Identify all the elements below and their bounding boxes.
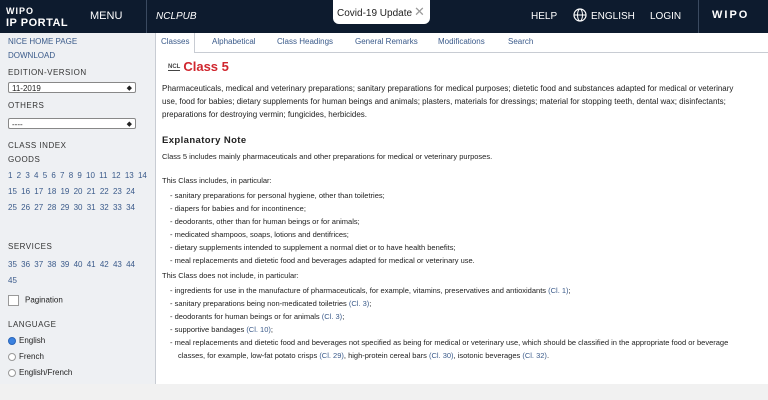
- tab-bar: [155, 33, 768, 53]
- others-select[interactable]: [8, 118, 136, 129]
- lang-radio-english-french[interactable]: [8, 368, 72, 377]
- wipo-ip-portal-logo[interactable]: [6, 6, 76, 28]
- radio-label: English/French: [19, 368, 73, 377]
- goods-class-links[interactable]: 1 2 3 4 5 6 7 8 9 10 11 12 13 14 15 16 17 18 19 20 21 22 23 24 25 26 27 28 29 30 31 32 33 34: [8, 171, 147, 212]
- class-ref-link[interactable]: (Cl. 3): [348, 299, 370, 308]
- lang-radio-french[interactable]: [8, 352, 44, 361]
- services-label: SERVICES: [8, 242, 53, 251]
- list-item: - meal replacements and dietetic food and beverages adapted for medical or veterinary use.: [170, 254, 745, 267]
- download-link[interactable]: DOWNLOAD: [8, 51, 56, 60]
- tab-classes[interactable]: Classes: [155, 33, 195, 53]
- item-text: deodorants for human beings or for animals: [174, 312, 322, 321]
- class-index-label: CLASS INDEX: [8, 141, 67, 150]
- wipo-brand-logo[interactable]: WIPO: [712, 9, 750, 21]
- language-label: LANGUAGE: [8, 320, 57, 329]
- item-tail: ;: [568, 286, 571, 295]
- item-text: .: [546, 351, 550, 360]
- edition-select[interactable]: [8, 82, 136, 93]
- includes-list: [170, 189, 745, 267]
- list-item: - diapers for babies and for incontinence;: [170, 202, 745, 215]
- tab-alphabetical[interactable]: Alphabetical: [212, 37, 256, 46]
- class-ref-link[interactable]: (Cl. 3): [321, 312, 343, 321]
- others-value: ----: [12, 120, 23, 129]
- explanatory-note-title: Explanatory Note: [162, 135, 247, 146]
- services-class-links[interactable]: 35 36 37 38 39 40 41 42 43 44 45: [8, 260, 135, 285]
- radio-icon[interactable]: [8, 369, 16, 377]
- select-arrows-icon: ◆: [126, 121, 132, 128]
- help-link[interactable]: HELP: [531, 11, 558, 22]
- radio-selected-icon[interactable]: [8, 337, 16, 345]
- edition-label: EDITION-VERSION: [8, 68, 87, 77]
- list-item: [170, 336, 745, 362]
- item-text: meal replacements and dietetic food and beverages not specified as being for medical or veterinary use, which should be classified in the appropriate food or beverage classes, for example, low-fat potato crisps: [174, 338, 729, 360]
- divider: [698, 0, 699, 33]
- radio-label: English: [19, 336, 46, 345]
- close-icon[interactable]: ✕: [414, 4, 425, 19]
- item-text: ingredients for use in the manufacture of pharmaceuticals, for example, vitamins, preservatives and antioxidants: [174, 286, 549, 295]
- list-item: [170, 297, 745, 310]
- class-title: [168, 59, 229, 74]
- includes-header: This Class includes, in particular:: [162, 176, 272, 185]
- login-link[interactable]: LOGIN: [650, 11, 682, 22]
- language-selector[interactable]: ENGLISH: [591, 11, 635, 22]
- class-ref-link[interactable]: (Cl. 1): [548, 286, 569, 295]
- edition-value: 11-2019: [12, 84, 41, 93]
- tab-general-remarks[interactable]: General Remarks: [355, 37, 418, 46]
- excludes-list: [170, 284, 745, 362]
- tab-search[interactable]: Search: [508, 37, 534, 46]
- sidebar: [0, 33, 156, 384]
- list-item: - sanitary preparations for personal hygiene, other than toiletries;: [170, 189, 745, 202]
- class-ref-link[interactable]: (Cl. 32): [522, 351, 547, 360]
- covid-update-banner[interactable]: [333, 0, 430, 24]
- others-label: OTHERS: [8, 101, 45, 110]
- covid-label: Covid-19 Update: [337, 8, 413, 19]
- app-title: NCLPUB: [156, 11, 197, 22]
- ncl-icon: NCL: [168, 64, 181, 71]
- list-item: - dietary supplements intended to supplement a normal diet or to have health benefits;: [170, 241, 745, 254]
- top-bar: [0, 0, 768, 33]
- logo-ip-portal: IP PORTAL: [6, 17, 69, 29]
- class-ref-link[interactable]: (Cl. 30): [428, 351, 454, 360]
- menu-button[interactable]: MENU: [90, 10, 123, 22]
- tab-modifications[interactable]: Modifications: [438, 37, 485, 46]
- page-footer-band: [0, 384, 768, 400]
- item-text: sanitary preparations being non-medicated toiletries: [174, 299, 349, 308]
- excludes-header: This Class does not include, in particular:: [162, 271, 299, 280]
- list-item: [170, 323, 745, 336]
- item-text: , high-protein cereal bars: [343, 351, 429, 360]
- item-text: supportive bandages: [174, 325, 247, 334]
- class-heading-text: Pharmaceuticals, medical and veterinary preparations; sanitary preparations for medical purposes; dietetic food and substances adapted for medical or veterinary use, food for babies; dietary supplements for human beings and animals; plasters, materials for dressings; material for stopping teeth, dental wax; disinfectants; preparations for destroying vermin; fungicides, herbicides.: [162, 84, 734, 119]
- logo-wipo: WIPO: [6, 6, 34, 16]
- list-item: [170, 284, 745, 297]
- class-title-text: Class 5: [183, 59, 229, 74]
- item-tail: ;: [270, 325, 273, 334]
- pagination-label: Pagination: [25, 295, 63, 305]
- class-ref-link[interactable]: (Cl. 10): [246, 325, 271, 334]
- globe-icon[interactable]: [573, 8, 587, 22]
- goods-label: GOODS: [8, 155, 41, 164]
- item-tail: ;: [342, 312, 345, 321]
- pagination-toggle[interactable]: [8, 295, 63, 306]
- list-item: - medicated shampoos, soaps, lotions and dentifrices;: [170, 228, 745, 241]
- list-item: [170, 310, 745, 323]
- select-arrows-icon: ◆: [126, 85, 132, 92]
- item-tail: ;: [369, 299, 372, 308]
- nice-home-link[interactable]: NICE HOME PAGE: [8, 37, 78, 46]
- tab-class-headings[interactable]: Class Headings: [277, 37, 334, 46]
- pagination-checkbox[interactable]: [8, 295, 19, 306]
- list-item: - deodorants, other than for human beings or for animals;: [170, 215, 745, 228]
- explanatory-note-text: Class 5 includes mainly pharmaceuticals and other preparations for medical or veterinary purposes.: [162, 152, 493, 161]
- class-ref-link[interactable]: (Cl. 29): [319, 351, 344, 360]
- divider: [146, 0, 147, 33]
- radio-label: French: [19, 352, 44, 361]
- item-text: , isotonic beverages: [453, 351, 523, 360]
- lang-radio-english[interactable]: [8, 336, 45, 345]
- radio-icon[interactable]: [8, 353, 16, 361]
